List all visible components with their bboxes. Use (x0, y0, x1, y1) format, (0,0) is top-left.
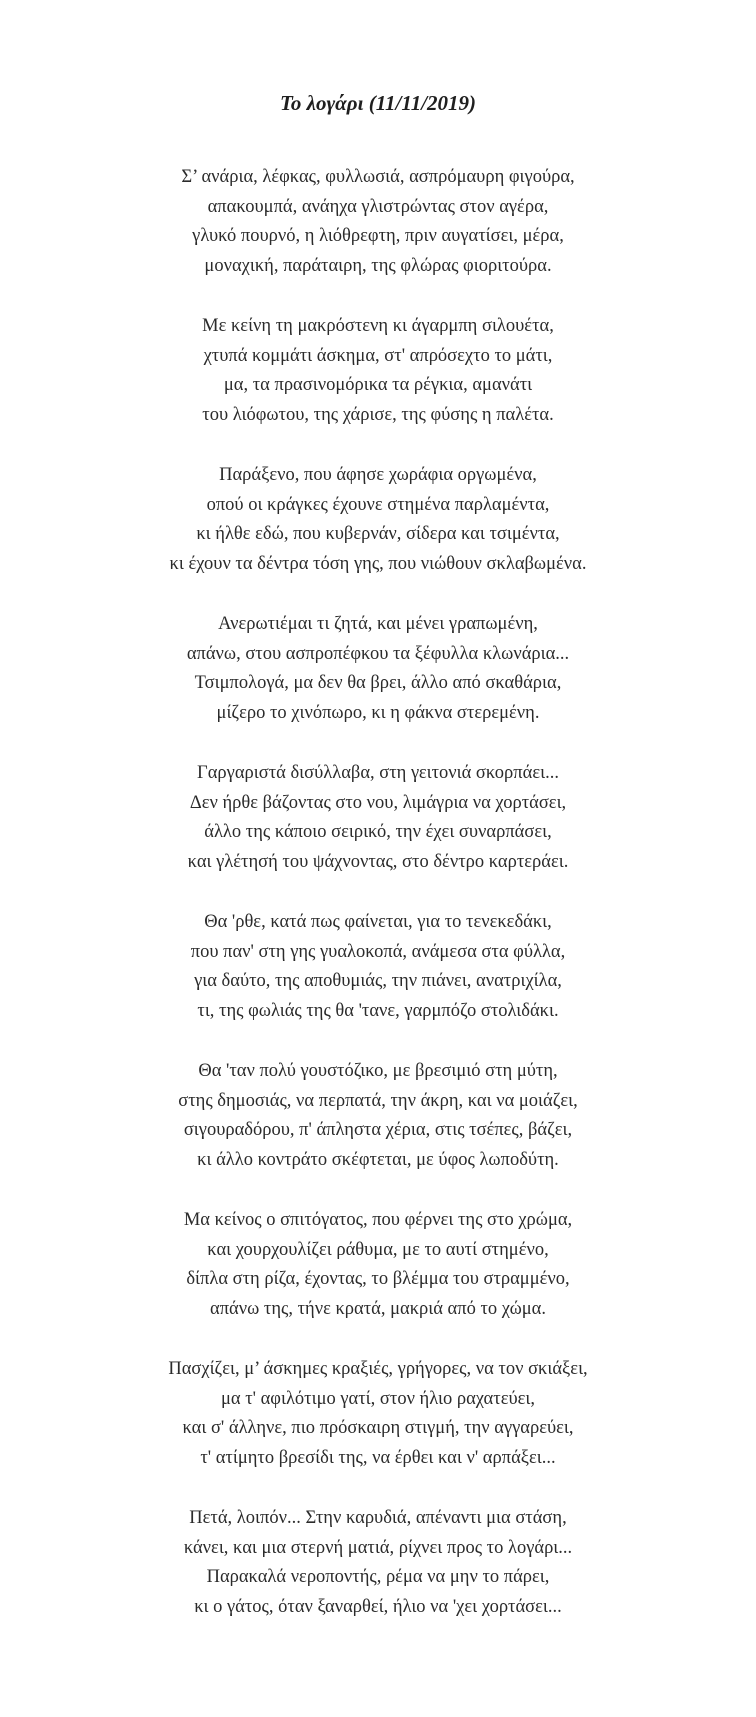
poem-line: μοναχική, παράταιρη, της φλώρας φιοριτούρα. (204, 255, 552, 276)
poem-line: κι άλλο κοντράτο σκέφτεται, με ύφος λωποδύτη. (197, 1149, 559, 1170)
poem-line: τι, της φωλιάς της θα 'τανε, γαρμπόζο στολιδάκι. (197, 1000, 559, 1021)
poem-line: κι έχουν τα δέντρα τόση γης, που νιώθουν σκλαβωμένα. (169, 553, 587, 574)
poem-line: άλλο της κάποιο σειρικό, την έχει συναρπάσει, (204, 822, 552, 842)
poem-line: Πασχίζει, μ’ άσκημες κραξιές, γρήγορες, να τον σκιάξει, (168, 1359, 588, 1379)
poem-line: Τσιμπολογά, μα δεν θα βρει, άλλο από σκαθάρια, (194, 673, 562, 693)
poem-line: απάνω της, τήνε κρατά, μακριά από το χώμα. (210, 1298, 546, 1319)
stanza-10 (0, 1504, 756, 1622)
poem-line: οπού οι κράγκες έχουνε στημένα παρλαμέντα, (206, 494, 550, 515)
poem-line: για δαύτο, της αποθυμιάς, την πιάνει, ανατριχίλα, (194, 971, 562, 991)
poem-line: του λιόφωτου, της χάρισε, της φύσης η παλέτα. (202, 404, 554, 425)
poem-line: Ανερωτιέμαι τι ζητά, και μένει γραπωμένη, (218, 614, 538, 634)
poem-line: και γλέτησή του ψάχνοντας, στο δέντρο καρτεράει. (187, 851, 569, 872)
poem-line: απάνω, στου ασπροπέφκου τα ξέφυλλα κλωνάρια... (186, 643, 570, 664)
stanza-6 (0, 908, 756, 1026)
stanza-2 (0, 312, 756, 430)
poem-line: Θα 'ρθε, κατά πως φαίνεται, για το τενεκεδάκι, (204, 912, 552, 932)
poem-line: Παρακαλά νεροποντής, ρέμα να μην το πάρει, (206, 1567, 550, 1587)
stanza-1 (0, 163, 756, 281)
poem-line: και σ' άλληνε, πιο πρόσκαιρη στιγμή, την αγγαρεύει, (182, 1418, 574, 1438)
stanza-5 (0, 759, 756, 877)
poem-line: Δεν ήρθε βάζοντας στο νου, λιμάγρια να χορτάσει, (189, 792, 567, 813)
poem-line: Γαργαριστά δισύλλαβα, στη γειτονιά σκορπάει... (197, 763, 559, 783)
poem-line: σιγουραδόρου, π' άπληστα χέρια, στις τσέπες, βάζει, (183, 1120, 573, 1140)
poem-line: Σ’ ανάρια, λέφκας, φυλλωσιά, ασπρόμαυρη φιγούρα, (181, 167, 575, 187)
stanza-3 (0, 461, 756, 579)
poem-line: Παράξενο, που άφησε χωράφια οργωμένα, (219, 465, 537, 485)
poem-line: χτυπά κομμάτι άσκημα, στ' απρόσεχτο το μάτι, (203, 345, 553, 366)
poem-body (0, 163, 756, 1653)
stanza-8 (0, 1206, 756, 1324)
poem-line: τ' ατίμητο βρεσίδι της, να έρθει και ν' αρπάξει... (200, 1447, 556, 1468)
poem-line: μα τ' αφιλότιμο γατί, στον ήλιο ραχατεύει, (220, 1388, 535, 1409)
poem-line: μίζερο το χινόπωρο, κι η φάκνα στερεμένη. (216, 702, 540, 723)
poem-line: που παν' στη γης γυαλοκοπά, ανάμεσα στα φύλλα, (190, 941, 566, 962)
poem-line: κι ήλθε εδώ, που κυβερνάν, σίδερα και τσιμέντα, (196, 524, 560, 544)
poem-line: Με κείνη τη μακρόστενη κι άγαρμπη σιλουέτα, (202, 316, 554, 336)
stanza-9 (0, 1355, 756, 1473)
poem-line: κάνει, και μια στερνή ματιά, ρίχνει προς το λογάρι... (183, 1537, 573, 1558)
poem-line: και χουρχουλίζει ράθυμα, με το αυτί στημένο, (207, 1239, 549, 1260)
poem-line: μα, τα πρασινομόρικα τα ρέγκια, αμανάτι (223, 375, 533, 395)
poem-title: Το λογάρι (11/11/2019) (279, 91, 477, 115)
poem-line: Θα 'ταν πολύ γουστόζικο, με βρεσιμιό στη μύτη, (198, 1061, 558, 1081)
poem-line: στης δημοσιάς, να περπατά, την άκρη, και να μοιάζει, (178, 1090, 578, 1111)
poem-line: δίπλα στη ρίζα, έχοντας, το βλέμμα του στραμμένο, (186, 1269, 570, 1289)
poem-line: γλυκό πουρνό, η λιόθρεφτη, πριν αυγατίσει, μέρα, (192, 226, 564, 246)
poem-line: κι ο γάτος, όταν ξαναρθεί, ήλιο να 'χει χορτάσει... (194, 1596, 562, 1617)
poem-line: Πετά, λοιπόν... Στην καρυδιά, απέναντι μια στάση, (189, 1508, 567, 1528)
stanza-7 (0, 1057, 756, 1175)
poem-line: απακουμπά, ανάηχα γλιστρώντας στον αγέρα, (207, 196, 549, 217)
poem-line: Μα κείνος ο σπιτόγατος, που φέρνει της στο χρώμα, (183, 1210, 573, 1230)
stanza-4 (0, 610, 756, 728)
